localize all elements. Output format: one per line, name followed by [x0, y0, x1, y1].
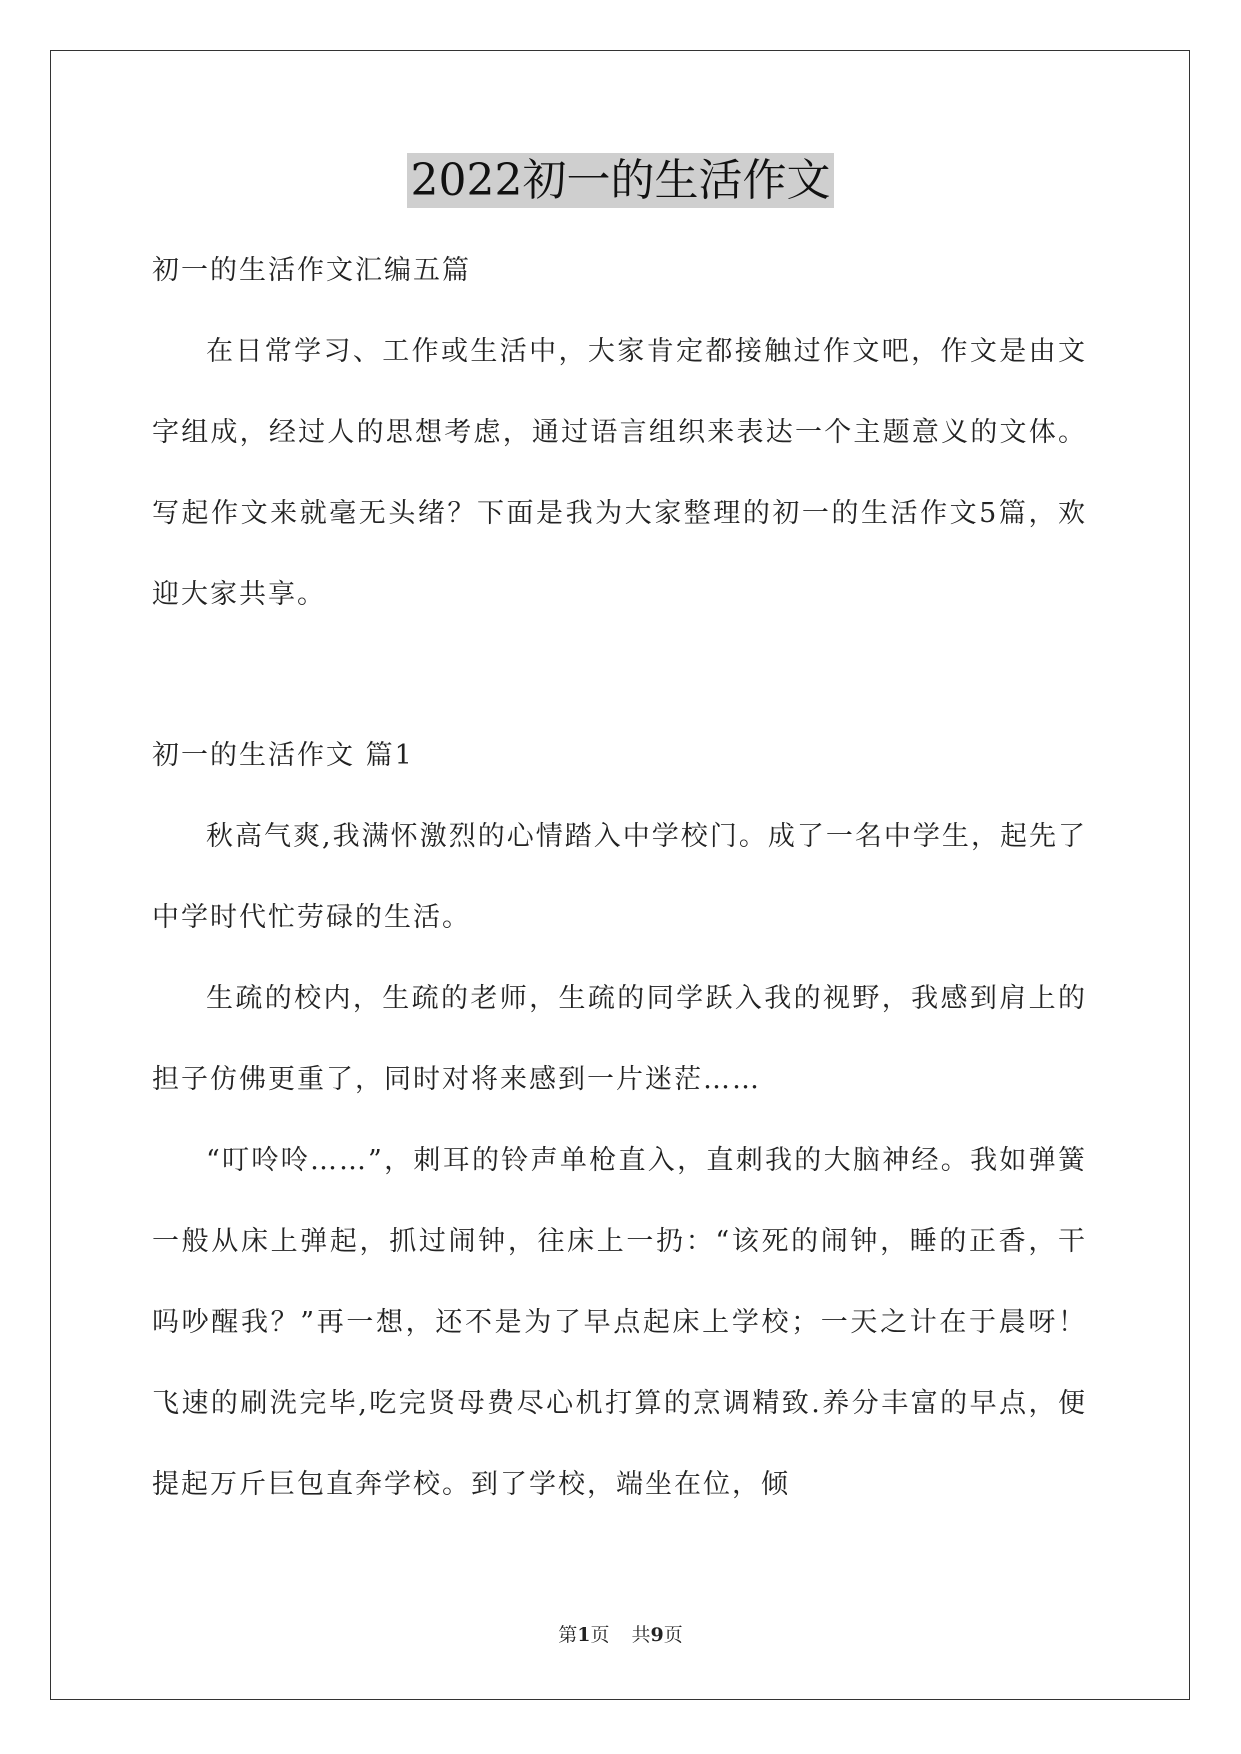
document-subtitle: 初一的生活作文汇编五篇 [152, 255, 471, 286]
document-title [0, 150, 1241, 212]
page-unit: 页 [590, 1624, 610, 1646]
page-footer [0, 1620, 1241, 1647]
document-title-text: 2022初一的生活作文 [407, 153, 835, 208]
intro-paragraph: 在日常学习、工作或生活中，大家肯定都接触过作文吧，作文是由文字组成，经过人的思想考虑，通过语言组织来表达一个主题意义的文体。写起作文来就毫无头绪？下面是我为大家整理的初一的生活作文5篇，欢迎大家共享。 [152, 336, 1087, 610]
body-paragraph-1: 秋高气爽,我满怀激烈的心情踏入中学校门。成了一名中学生，起先了中学时代忙劳碌的生活。 [152, 821, 1087, 933]
section-heading: 初一的生活作文 篇1 [152, 740, 414, 771]
total-prefix: 共 [631, 1624, 651, 1646]
total-unit: 页 [663, 1624, 683, 1646]
page-current: 1 [577, 1624, 591, 1646]
page-total: 9 [650, 1624, 664, 1646]
body-paragraph-3: “叮呤呤……”，刺耳的铃声单枪直入，直刺我的大脑神经。我如弹簧一般从床上弹起，抓过闹钟，往床上一扔：“该死的闹钟，睡的正香，干吗吵醒我？”再一想，还不是为了早点起床上学校；一天之计在于晨呀！飞速的刷洗完毕,吃完贤母费尽心机打算的烹调精致.养分丰富的早点，便提起万斤巨包直奔学校。到了学校，端坐在位，倾 [152, 1145, 1087, 1500]
body-paragraph-2: 生疏的校内，生疏的老师，生疏的同学跃入我的视野，我感到肩上的担子仿佛更重了，同时对将来感到一片迷茫…… [152, 983, 1087, 1095]
page-prefix: 第 [558, 1624, 578, 1646]
document-body [152, 230, 1087, 1525]
